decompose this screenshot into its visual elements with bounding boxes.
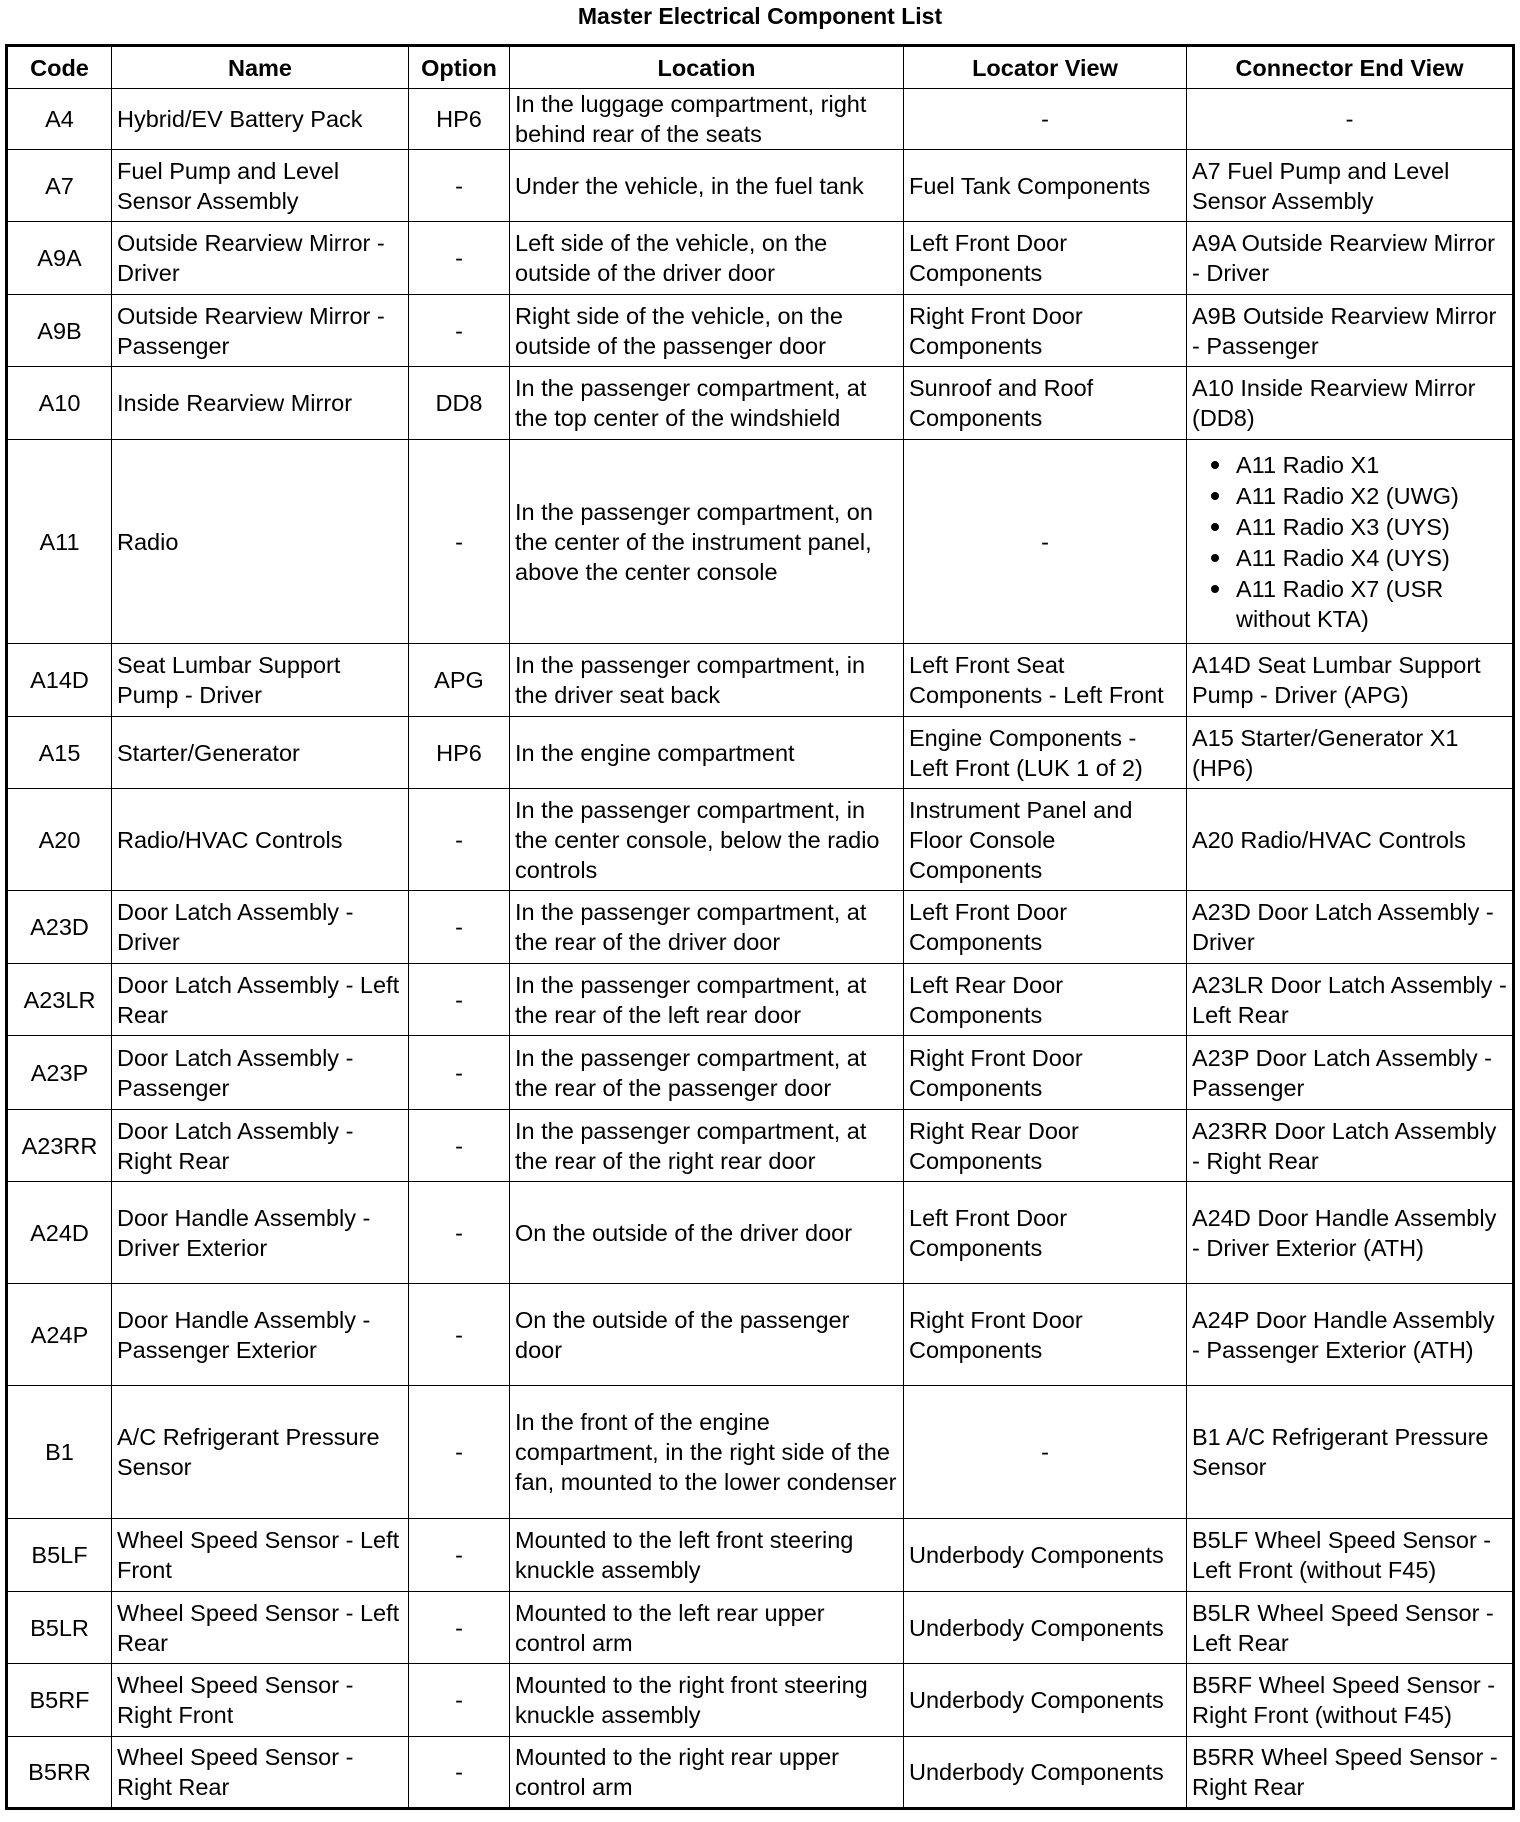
name-cell: Starter/Generator [112,717,409,789]
connector-end-view-cell: A24P Door Handle Assembly - Passenger Exterior (ATH) [1187,1284,1514,1386]
table-row [7,964,1514,1036]
table-row [7,717,1514,789]
location-cell: In the engine compartment [510,717,904,789]
name-cell: Door Handle Assembly - Passenger Exterior [112,1284,409,1386]
code-cell: A24D [7,1182,112,1284]
location-cell: In the passenger compartment, at the rear of the passenger door [510,1036,904,1110]
location-cell: Mounted to the left rear upper control arm [510,1592,904,1664]
code-cell: A4 [7,89,112,150]
component-table [5,44,1515,1810]
name-cell: Wheel Speed Sensor - Right Front [112,1664,409,1737]
code-cell: B5LF [7,1519,112,1592]
location-cell: In the front of the engine compartment, in the right side of the fan, mounted to the lower condenser [510,1386,904,1519]
document-title: Master Electrical Component List [577,3,943,29]
table-row [7,367,1514,440]
code-cell: A10 [7,367,112,440]
connector-end-view-cell: A14D Seat Lumbar Support Pump - Driver (APG) [1187,644,1514,717]
locator-view-cell: Underbody Components [904,1737,1187,1809]
table-row [7,1284,1514,1386]
table-row [7,1110,1514,1182]
column-header-code: Code [7,46,112,89]
name-cell: Radio/HVAC Controls [112,789,409,891]
name-cell: Door Latch Assembly - Driver [112,891,409,964]
option-cell: DD8 [409,367,510,440]
locator-view-cell: Right Front Door Components [904,1284,1187,1386]
connector-end-view-cell: A7 Fuel Pump and Level Sensor Assembly [1187,150,1514,222]
option-cell: - [409,1284,510,1386]
location-cell: Left side of the vehicle, on the outside of the driver door [510,222,904,295]
table-body [7,89,1514,1809]
locator-view-cell: Right Front Door Components [904,295,1187,367]
column-header-locator-view: Locator View [904,46,1187,89]
location-cell: In the passenger compartment, in the driver seat back [510,644,904,717]
name-cell: Door Latch Assembly - Left Rear [112,964,409,1036]
location-cell: In the luggage compartment, right behind rear of the seats [510,89,904,150]
name-cell: Hybrid/EV Battery Pack [112,89,409,150]
option-cell: - [409,1664,510,1737]
option-cell: - [409,964,510,1036]
connector-end-view-cell: A23LR Door Latch Assembly - Left Rear [1187,964,1514,1036]
locator-view-cell: Underbody Components [904,1592,1187,1664]
column-header-option: Option [409,46,510,89]
table-row [7,1519,1514,1592]
column-header-connector-end-view: Connector End View [1187,46,1514,89]
column-header-name: Name [112,46,409,89]
name-cell: Inside Rearview Mirror [112,367,409,440]
option-cell: - [409,295,510,367]
connector-list-item: • A11 Radio X3 (UYS) [1234,511,1507,542]
code-cell: A9A [7,222,112,295]
locator-view-cell: - [904,1386,1187,1519]
locator-view-cell: Right Front Door Components [904,1036,1187,1110]
connector-end-view-cell: A23RR Door Latch Assembly - Right Rear [1187,1110,1514,1182]
location-cell: Under the vehicle, in the fuel tank [510,150,904,222]
connector-list-item: • A11 Radio X2 (UWG) [1234,480,1507,511]
locator-view-cell: Right Rear Door Components [904,1110,1187,1182]
table-row [7,1386,1514,1519]
table-row [7,1036,1514,1110]
option-cell: - [409,440,510,644]
name-cell: Fuel Pump and Level Sensor Assembly [112,150,409,222]
column-header-location: Location [510,46,904,89]
locator-view-cell: Engine Components - Left Front (LUK 1 of 2) [904,717,1187,789]
location-cell: Mounted to the right front steering knuckle assembly [510,1664,904,1737]
option-cell: - [409,1737,510,1809]
location-cell: Right side of the vehicle, on the outside of the passenger door [510,295,904,367]
table-row [7,222,1514,295]
option-cell: - [409,891,510,964]
locator-view-cell: Left Front Seat Components - Left Front [904,644,1187,717]
option-cell: - [409,1592,510,1664]
connector-end-view-cell: B5RF Wheel Speed Sensor - Right Front (without F45) [1187,1664,1514,1737]
code-cell: B5RR [7,1737,112,1809]
connector-end-view-cell: A10 Inside Rearview Mirror (DD8) [1187,367,1514,440]
name-cell: Door Latch Assembly - Right Rear [112,1110,409,1182]
connector-end-view-cell [1187,440,1514,644]
connector-list [1192,449,1507,634]
locator-view-cell: Underbody Components [904,1519,1187,1592]
locator-view-cell: - [904,89,1187,150]
option-cell: - [409,1110,510,1182]
option-cell: - [409,1036,510,1110]
table-row [7,440,1514,644]
code-cell: A7 [7,150,112,222]
location-cell: In the passenger compartment, on the center of the instrument panel, above the center console [510,440,904,644]
code-cell: B1 [7,1386,112,1519]
code-cell: A23D [7,891,112,964]
location-cell: Mounted to the left front steering knuckle assembly [510,1519,904,1592]
connector-list-item: • A11 Radio X1 [1234,449,1507,480]
name-cell: A/C Refrigerant Pressure Sensor [112,1386,409,1519]
location-cell: In the passenger compartment, in the center console, below the radio controls [510,789,904,891]
code-cell: B5RF [7,1664,112,1737]
name-cell: Door Handle Assembly - Driver Exterior [112,1182,409,1284]
connector-end-view-cell: B1 A/C Refrigerant Pressure Sensor [1187,1386,1514,1519]
location-cell: Mounted to the right rear upper control arm [510,1737,904,1809]
table-row [7,1592,1514,1664]
connector-end-view-cell: B5LF Wheel Speed Sensor - Left Front (without F45) [1187,1519,1514,1592]
table-row [7,295,1514,367]
option-cell: - [409,1182,510,1284]
location-cell: In the passenger compartment, at the rear of the driver door [510,891,904,964]
location-cell: In the passenger compartment, at the top center of the windshield [510,367,904,440]
code-cell: A20 [7,789,112,891]
table-row [7,1182,1514,1284]
code-cell: A23LR [7,964,112,1036]
code-cell: A23RR [7,1110,112,1182]
location-cell: On the outside of the passenger door [510,1284,904,1386]
header-row [7,46,1514,89]
connector-list-item: • A11 Radio X7 (USR without KTA) [1234,573,1507,634]
locator-view-cell: Left Front Door Components [904,891,1187,964]
code-cell: A11 [7,440,112,644]
option-cell: HP6 [409,89,510,150]
option-cell: - [409,150,510,222]
location-cell: On the outside of the driver door [510,1182,904,1284]
code-cell: A9B [7,295,112,367]
locator-view-cell: Instrument Panel and Floor Console Components [904,789,1187,891]
option-cell: - [409,222,510,295]
locator-view-cell: Sunroof and Roof Components [904,367,1187,440]
code-cell: A14D [7,644,112,717]
connector-end-view-cell: B5RR Wheel Speed Sensor - Right Rear [1187,1737,1514,1809]
locator-view-cell: Underbody Components [904,1664,1187,1737]
table-row [7,150,1514,222]
locator-view-cell: - [904,440,1187,644]
connector-end-view-cell: - [1187,89,1514,150]
table-row [7,89,1514,150]
connector-end-view-cell: A23D Door Latch Assembly - Driver [1187,891,1514,964]
location-cell: In the passenger compartment, at the rear of the left rear door [510,964,904,1036]
connector-end-view-cell: A9A Outside Rearview Mirror - Driver [1187,222,1514,295]
connector-end-view-cell: A24D Door Handle Assembly - Driver Exterior (ATH) [1187,1182,1514,1284]
name-cell: Wheel Speed Sensor - Left Front [112,1519,409,1592]
connector-end-view-cell: A20 Radio/HVAC Controls [1187,789,1514,891]
code-cell: A23P [7,1036,112,1110]
name-cell: Door Latch Assembly - Passenger [112,1036,409,1110]
table-row [7,644,1514,717]
connector-end-view-cell: A23P Door Latch Assembly - Passenger [1187,1036,1514,1110]
name-cell: Outside Rearview Mirror - Driver [112,222,409,295]
name-cell: Radio [112,440,409,644]
option-cell: - [409,1386,510,1519]
locator-view-cell: Left Rear Door Components [904,964,1187,1036]
name-cell: Wheel Speed Sensor - Right Rear [112,1737,409,1809]
option-cell: - [409,789,510,891]
locator-view-cell: Fuel Tank Components [904,150,1187,222]
location-cell: In the passenger compartment, at the rear of the right rear door [510,1110,904,1182]
code-cell: A15 [7,717,112,789]
option-cell: APG [409,644,510,717]
name-cell: Seat Lumbar Support Pump - Driver [112,644,409,717]
locator-view-cell: Left Front Door Components [904,1182,1187,1284]
code-cell: B5LR [7,1592,112,1664]
connector-end-view-cell: A15 Starter/Generator X1 (HP6) [1187,717,1514,789]
code-cell: A24P [7,1284,112,1386]
connector-end-view-cell: B5LR Wheel Speed Sensor - Left Rear [1187,1592,1514,1664]
connector-end-view-cell: A9B Outside Rearview Mirror - Passenger [1187,295,1514,367]
connector-list-item: • A11 Radio X4 (UYS) [1234,542,1507,573]
name-cell: Wheel Speed Sensor - Left Rear [112,1592,409,1664]
table-row [7,1664,1514,1737]
locator-view-cell: Left Front Door Components [904,222,1187,295]
table-row [7,891,1514,964]
option-cell: HP6 [409,717,510,789]
table-row [7,789,1514,891]
name-cell: Outside Rearview Mirror - Passenger [112,295,409,367]
option-cell: - [409,1519,510,1592]
table-row [7,1737,1514,1809]
